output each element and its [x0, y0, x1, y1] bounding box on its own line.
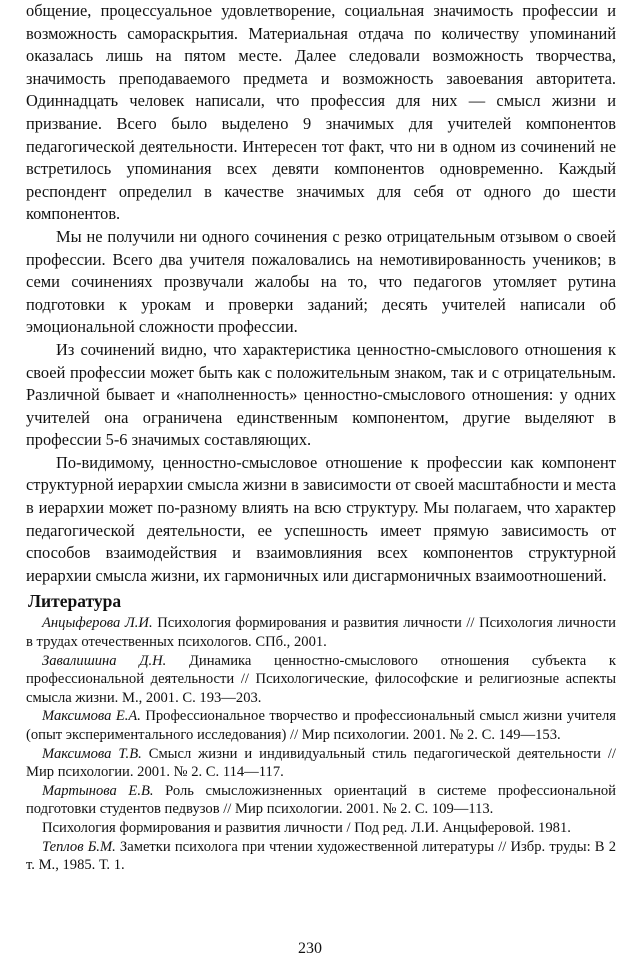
reference-author: Максимова Е.А. [42, 708, 141, 725]
reference-author: Анцыферова Л.И. [42, 615, 153, 632]
page-number: 230 [298, 940, 322, 957]
reference-item [26, 614, 616, 651]
paragraph: По-видимому, ценностно-смысловое отношение к профессии как компонент структурной иерархии смысла жизни в зависимости от своей масштабности и места в иерархии может по-разному влиять на всю структуру. Мы полагаем, что характер педагогической деятельности, ее успешность имеет прямую зависимость от способов взаимодействия и взаимовлияния всех компонентов структурной иерархии смысла жизни, их гармоничных или дисгармоничных взаимоотношений. [26, 452, 617, 585]
reference-text: Роль смысложизненных ориентаций в системе профессиональной подготовки студентов педвузов // Мир психологии. 2001. № 2. С. 109—113. [26, 782, 616, 818]
reference-text: Динамика ценностно-смыслового отношения субъекта к профессиональной деятельности // Психологические, философские и религиозные аспекты смысла жизни. М., 2001. С. 193—203. [26, 652, 616, 706]
reference-author: Завалишина Д.Н. [42, 652, 167, 669]
body-text [26, 0, 616, 587]
reference-item [26, 838, 616, 875]
paragraph: Из сочинений видно, что характеристика ценностно-смыслового отношения к своей профессии может быть как с положительным знаком, так и с отрицательным. Различной бывает и «наполненность» ценностно-смыслового отношения: у одних учителей она ограничена единственным компонентом, другие выделяют в профессии 5-6 значимых составляющих. [26, 339, 616, 450]
reference-item [26, 707, 616, 744]
reference-text: Психология формирования и развития личности / Под ред. Л.И. Анцыферовой. 1981. [42, 819, 571, 836]
reference-item [26, 782, 616, 819]
paragraph: Мы не получили ни одного сочинения с резко отрицательным отзывом о своей профессии. Всего два учителя пожаловались на немотивированность учеников; в семи сочинениях прозвучали жалобы на то, что педагогов утомляет рутина подготовки к урокам и проверки заданий; десять учителей написали об эмоциональной сложности профессии. [26, 226, 616, 337]
reference-text: Психология формирования и развития личности // Психология личности в трудах отечественных психологов. СПб., 2001. [26, 615, 616, 651]
reference-list [26, 614, 616, 874]
literature-heading: Литература [28, 591, 122, 612]
reference-author: Теплов Б.М. [42, 838, 116, 855]
reference-author: Мартынова Е.В. [42, 782, 154, 799]
reference-text: Профессиональное творчество и профессиональный смысл жизни учителя (опыт экспериментального исследования) // Мир психологии. 2001. № 2. С. 149—153. [26, 708, 616, 743]
reference-item [26, 745, 616, 782]
reference-author: Максимова Т.В. [42, 745, 142, 762]
reference-item [26, 819, 616, 838]
paragraph: общение, процессуальное удовлетворение, социальная значимость профессии и возможность самораскрытия. Материальная отдача по количеству упоминаний оказалась лишь на пятом месте. Далее следовали возможность творчества, значимость преподаваемого предмета и возможность завоевания авторитета. Одиннадцать человек написали, что профессия для них — смысл жизни и призвание. Всего было выделено 9 значимых для учителей компонентов педагогической деятельности. Интересен тот факт, что ни в одном из сочинений не встретилось упоминания всех девяти компонентов одновременно. Каждый респондент определил в качестве значимых для себя от одного до шести компонентов. [26, 1, 616, 224]
reference-text: Смысл жизни и индивидуальный стиль педагогической деятельности // Мир психологии. 2001. № 2. С. 114—117. [26, 745, 616, 781]
reference-item [26, 652, 616, 708]
reference-text: Заметки психолога при чтении художественной литературы // Избр. труды: В 2 т. М., 1985. Т. 1. [26, 838, 616, 874]
